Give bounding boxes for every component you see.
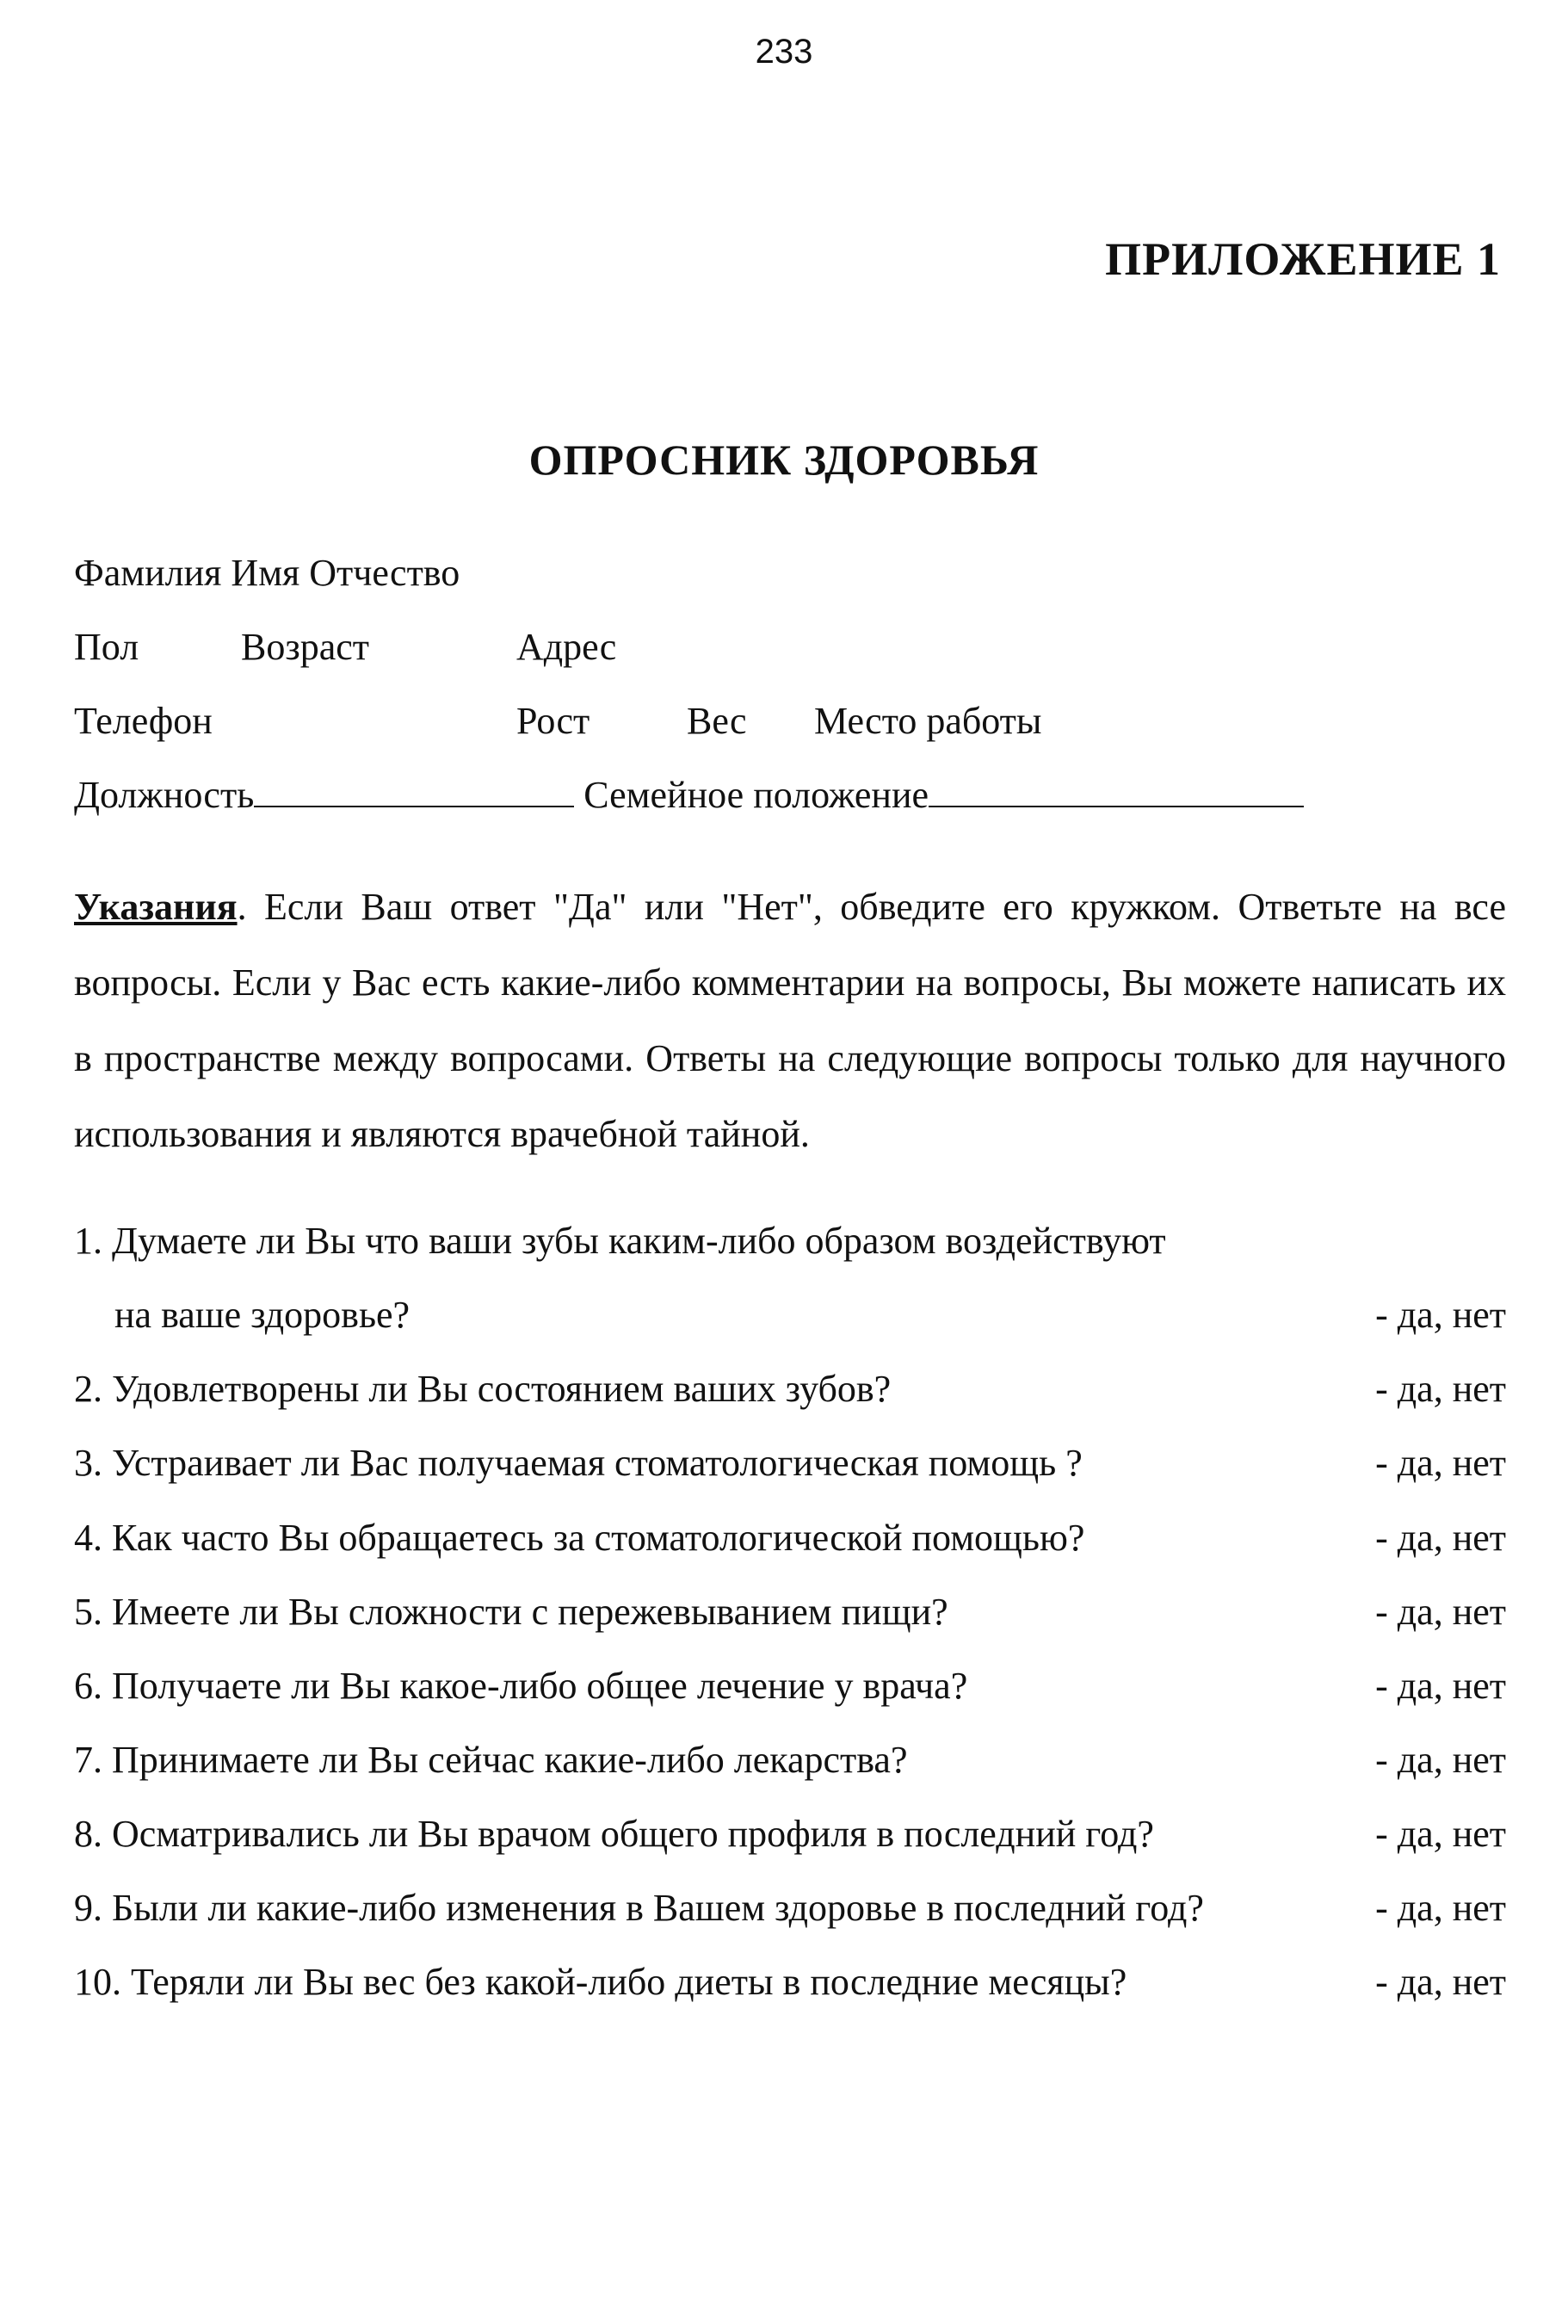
full-name-label: Фамилия Имя Отчество bbox=[74, 552, 460, 594]
question-8-text: 8. Осматривались ли Вы врачом общего профиля в последний год? bbox=[74, 1813, 1154, 1855]
question-8 bbox=[74, 1815, 1506, 1853]
position-label: Должность bbox=[74, 774, 255, 816]
position-blank-line[interactable] bbox=[254, 776, 574, 807]
question-1-text-line2: на ваше здоровье? bbox=[114, 1294, 411, 1336]
question-4-answer[interactable]: - да, нет bbox=[1375, 1517, 1506, 1559]
instructions-label: Указания bbox=[74, 886, 238, 928]
question-10-text: 10. Теряли ли Вы вес без какой-либо диеты в последние месяцы? bbox=[74, 1961, 1127, 2003]
phone-label: Телефон bbox=[74, 700, 213, 742]
question-5-answer[interactable]: - да, нет bbox=[1375, 1591, 1506, 1633]
marital-status-blank-line[interactable] bbox=[929, 776, 1304, 807]
question-1-text-line1: 1. Думаете ли Вы что ваши зубы каким-либо образом воздействуют bbox=[74, 1220, 1166, 1262]
question-4-text: 4. Как часто Вы обращаетесь за стоматологической помощью? bbox=[74, 1517, 1085, 1559]
question-6-text: 6. Получаете ли Вы какое-либо общее лечение у врача? bbox=[74, 1665, 968, 1707]
question-6 bbox=[74, 1667, 1506, 1705]
height-label: Рост bbox=[516, 700, 590, 742]
question-1-continued bbox=[74, 1296, 1506, 1334]
question-4 bbox=[74, 1519, 1506, 1557]
full-name-row bbox=[74, 554, 460, 592]
question-5-text: 5. Имеете ли Вы сложности с пережевыванием пищи? bbox=[74, 1591, 948, 1633]
address-label: Адрес bbox=[516, 626, 617, 668]
document-title: ОПРОСНИК ЗДОРОВЬЯ bbox=[528, 436, 1040, 484]
workplace-label: Место работы bbox=[814, 700, 1042, 742]
question-2-answer[interactable]: - да, нет bbox=[1375, 1368, 1506, 1410]
age-label: Возраст bbox=[241, 626, 370, 668]
question-7-text: 7. Принимаете ли Вы сейчас какие-либо лекарства? bbox=[74, 1739, 908, 1781]
marital-status-label: Семейное положение bbox=[583, 774, 929, 816]
question-7 bbox=[74, 1741, 1506, 1779]
question-1 bbox=[74, 1222, 1506, 1260]
question-5 bbox=[74, 1593, 1506, 1631]
question-9 bbox=[74, 1889, 1506, 1927]
weight-label: Вес bbox=[687, 700, 747, 742]
question-9-answer[interactable]: - да, нет bbox=[1375, 1887, 1506, 1929]
instructions-text: . Если Ваш ответ "Да" или "Нет", обведите его кружком. Ответьте на все вопросы. Если у Вас есть какие-либо комментарии на вопросы, Вы можете написать их в пространстве между вопросами. Ответы на следующие вопросы только для научного использования и являются врачебной тайной. bbox=[74, 886, 1506, 1155]
instructions-paragraph bbox=[74, 869, 1506, 1172]
question-2 bbox=[74, 1370, 1506, 1408]
position-marital-row bbox=[74, 776, 1304, 814]
question-3 bbox=[74, 1444, 1506, 1482]
question-6-answer[interactable]: - да, нет bbox=[1375, 1665, 1506, 1707]
question-10 bbox=[74, 1963, 1506, 2001]
question-3-answer[interactable]: - да, нет bbox=[1375, 1442, 1506, 1484]
question-7-answer[interactable]: - да, нет bbox=[1375, 1739, 1506, 1781]
page-number: 233 bbox=[755, 33, 813, 71]
question-2-text: 2. Удовлетворены ли Вы состоянием ваших зубов? bbox=[74, 1368, 892, 1410]
question-8-answer[interactable]: - да, нет bbox=[1375, 1813, 1506, 1855]
question-9-text: 9. Были ли какие-либо изменения в Вашем здоровье в последний год? bbox=[74, 1887, 1204, 1929]
question-3-text: 3. Устраивает ли Вас получаемая стоматологическая помощь ? bbox=[74, 1442, 1083, 1484]
appendix-heading: ПРИЛОЖЕНИЕ 1 bbox=[1105, 233, 1501, 285]
question-10-answer[interactable]: - да, нет bbox=[1375, 1961, 1506, 2003]
sex-label: Пол bbox=[74, 626, 139, 668]
question-1-answer[interactable]: - да, нет bbox=[1375, 1294, 1506, 1336]
